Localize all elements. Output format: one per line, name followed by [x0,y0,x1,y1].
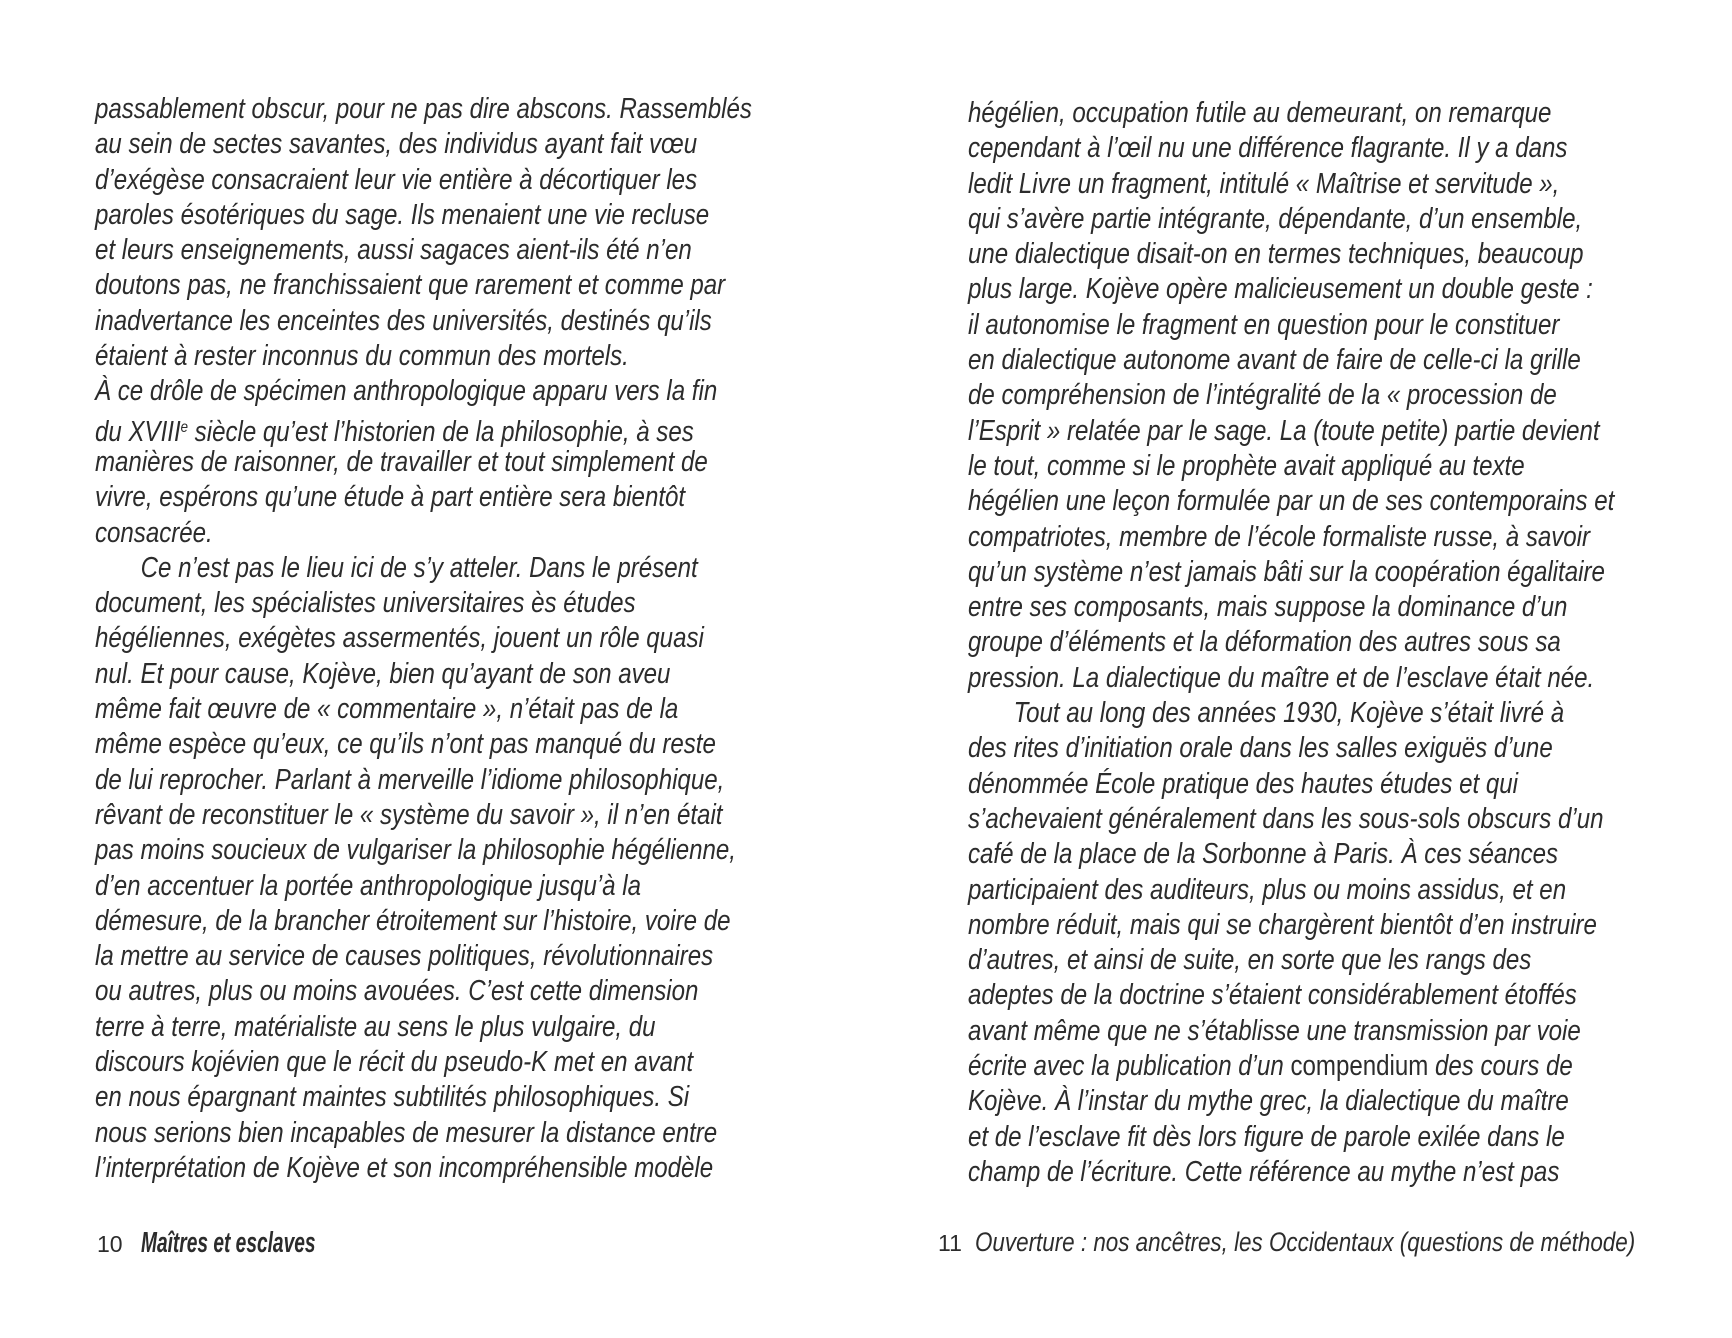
text-line [95,1116,718,1151]
text-line [95,127,698,162]
text-segment: café de la place de la Sorbonne à Paris. À ces séances [968,838,1559,871]
text-line [968,237,1584,272]
text-segment: compendium [1290,1050,1429,1083]
text-segment: vivre, espérons qu’une étude à part entière sera bientôt [95,481,686,514]
text-segment: démesure, de la brancher étroitement sur l’histoire, voire de [95,904,731,937]
text-line [968,378,1557,413]
text-line [968,625,1561,660]
text-line [968,590,1568,625]
text-segment: Kojève. À l’instar du mythe grec, la dialectique du maître [968,1085,1569,1118]
text-segment: discours kojévien que le récit du pseudo-K met en avant [95,1046,694,1079]
text-line [968,308,1560,343]
text-segment: de lui reprocher. Parlant à merveille l’idiome philosophique, [95,763,725,796]
text-segment: passablement obscur, pour ne pas dire abscons. Rassemblés [95,93,752,125]
text-segment: qui s’avère partie intégrante, dépendante, d’un ensemble, [968,202,1583,235]
text-line [95,1045,694,1080]
text-line [95,1151,714,1186]
text-segment: d’exégèse consacraient leur vie entière à décortiquer les [95,163,698,196]
text-segment: ou autres, plus ou moins avouées. C’est cette dimension [95,975,699,1008]
text-line [968,767,1549,802]
text-segment: avant même que ne s’établisse une transmission par voie [968,1014,1581,1047]
text-segment: Tout au long des années 1930, Kojève s’était livré à [1013,697,1565,730]
text-segment: hégélien une leçon formulée par un de ses contemporains et [968,485,1615,518]
text-segment: hégélien, occupation futile au demeurant, on remarque [968,97,1552,129]
text-line [968,802,1604,837]
text-segment: cependant à l’œil nu une différence flagrante. Il y a dans [968,132,1568,165]
text-line [968,96,1552,131]
text-segment: l’interprétation de Kojève et son incompréhensible modèle [95,1151,714,1184]
left-page-footer [97,1227,405,1260]
text-line [95,763,725,798]
text-line [95,586,676,621]
text-line [968,1014,1581,1049]
text-segment: le tout, comme si le prophète avait appliqué au texte [968,449,1525,482]
text-segment: nous serions bien incapables de mesurer la distance entre [95,1116,718,1149]
text-line [968,414,1600,449]
text-segment: qu’un système n’est jamais bâti sur la coopération égalitaire [968,555,1605,588]
text-line [968,1120,1565,1155]
text-segment: champ de l’écriture. Cette référence au mythe n’est pas [968,1155,1560,1188]
text-segment: de compréhension de l’intégralité de la « procession de [968,379,1557,412]
text-segment: groupe d’éléments et la déformation des autres sous sa [968,626,1561,659]
text-segment: doutons pas, ne franchissaient que rarement et comme par [95,269,726,302]
text-segment: en dialectique autonome avant de faire de celle-ci la grille [968,344,1581,377]
text-line [95,374,718,409]
text-line [95,727,716,762]
text-line [968,167,1560,202]
text-line [968,908,1597,943]
text-line [95,692,679,727]
text-segment: Ce n’est pas le lieu ici de s’y atteler. Dans le présent [140,551,698,584]
text-line [95,304,712,339]
text-segment: pas moins soucieux de vulgariser la philosophie hégélienne, [95,834,736,867]
text-segment: l’Esprit » relatée par le sage. La (toute petite) partie devient [968,414,1600,447]
text-line [968,1049,1573,1084]
text-segment: écrite avec la publication d’un [968,1050,1291,1083]
text-line [968,484,1615,519]
text-line [968,520,1591,555]
text-segment: s’achevaient généralement dans les sous-sols obscurs d’un [968,802,1604,835]
text-line [95,92,752,127]
text-line [968,943,1549,978]
text-line [968,731,1553,766]
text-line [95,445,708,480]
text-line [968,661,1595,696]
text-segment: entre ses composants, mais suppose la dominance d’un [968,591,1568,624]
left-running-title: Maîtres et esclaves [140,1227,316,1259]
text-segment: participaient des auditeurs, plus ou moins assidus, et en [968,873,1567,906]
text-segment: et leurs enseignements, aussi sagaces aient-ils été n’en [95,234,692,267]
text-segment: ledit Livre un fragment, intitulé « Maîtrise et servitude », [968,167,1560,200]
text-line [968,449,1549,484]
text-line [95,869,676,904]
text-line [95,551,698,586]
text-line [968,202,1583,237]
text-segment: paroles ésotériques du sage. Ils menaient une vie recluse [95,198,710,231]
text-segment: pression. La dialectique du maître et de l’esclave était née. [968,661,1595,694]
text-line [95,480,686,515]
text-line [95,904,731,939]
text-line [95,163,698,198]
text-line [968,873,1567,908]
text-segment: document, les spécialistes universitaires ès études [95,587,636,620]
text-line [95,268,726,303]
right-running-title: Ouverture : nos ancêtres, les Occidentaux (questions de méthode) [974,1227,1636,1257]
text-segment: étaient à rester inconnus du commun des mortels. [95,340,629,373]
text-line [968,131,1568,166]
text-segment: des cours de [1428,1050,1573,1083]
text-segment: d’en accentuer la portée anthropologique jusqu’à la [95,869,641,902]
text-segment: manières de raisonner, de travailler et tout simplement de [95,445,708,478]
text-line [95,657,676,692]
text-line [95,1010,676,1045]
right-page-text-column [968,96,1668,1190]
text-segment: rêvant de reconstituer le « système du savoir », il n’en était [95,798,723,831]
text-line [95,516,676,551]
text-segment: inadvertance les enceintes des universités, destinés qu’ils [95,304,712,337]
text-line [968,1084,1569,1119]
text-segment: terre à terre, matérialiste au sens le plus vulgaire, du [95,1010,656,1043]
text-segment: siècle qu’est l’historien de la philosophie, à ses [187,415,694,448]
text-segment: dénommée École pratique des hautes études et qui [968,767,1518,800]
text-segment: une dialectique disait-on en termes techniques, beaucoup [968,238,1584,271]
text-line [95,233,692,268]
text-line [968,696,1565,731]
text-line [95,1080,690,1115]
text-segment: du XVIII [95,415,181,448]
right-page-footer [938,1227,1732,1258]
text-segment: même espèce qu’eux, ce qu’ils n’ont pas manqué du reste [95,728,716,761]
text-line [95,410,694,448]
text-line [95,198,710,233]
text-line [95,798,723,833]
text-line [95,621,704,656]
superscript-ordinal: e [180,418,188,436]
text-segment: au sein de sectes savantes, des individus ayant fait vœu [95,128,698,161]
text-segment: en nous épargnant maintes subtilités philosophiques. Si [95,1081,690,1114]
text-segment: il autonomise le fragment en question pour le constituer [968,308,1560,341]
text-segment: compatriotes, membre de l’école formaliste russe, à savoir [968,520,1591,553]
text-line [95,339,676,374]
text-segment: adeptes de la doctrine s’étaient considérablement étoffés [968,979,1577,1012]
text-line [968,978,1577,1013]
text-line [95,939,714,974]
text-segment: hégéliennes, exégètes assermentés, jouent un rôle quasi [95,622,704,655]
text-segment: consacrée. [95,516,213,549]
left-page-text-column [95,92,795,1186]
text-line [968,272,1593,307]
text-line [968,555,1605,590]
text-segment: À ce drôle de spécimen anthropologique apparu vers la fin [95,375,718,408]
text-line [968,1155,1560,1190]
left-page-number: 10 [97,1231,123,1257]
text-line [968,343,1581,378]
text-segment: la mettre au service de causes politiques, révolutionnaires [95,940,714,973]
text-segment: nul. Et pour cause, Kojève, bien qu’ayant de son aveu [95,657,671,690]
text-segment: et de l’esclave fit dès lors figure de parole exilée dans le [968,1120,1565,1153]
text-segment: plus large. Kojève opère malicieusement un double geste : [968,273,1593,306]
text-line [968,837,1559,872]
text-line [95,833,736,868]
text-line [95,974,699,1009]
text-segment: même fait œuvre de « commentaire », n’était pas de la [95,693,679,726]
right-page-number: 11 [938,1230,962,1256]
text-segment: d’autres, et ainsi de suite, en sorte que les rangs des [968,944,1532,977]
text-segment: nombre réduit, mais qui se chargèrent bientôt d’en instruire [968,908,1597,941]
text-segment: des rites d’initiation orale dans les salles exiguës d’une [968,732,1553,765]
